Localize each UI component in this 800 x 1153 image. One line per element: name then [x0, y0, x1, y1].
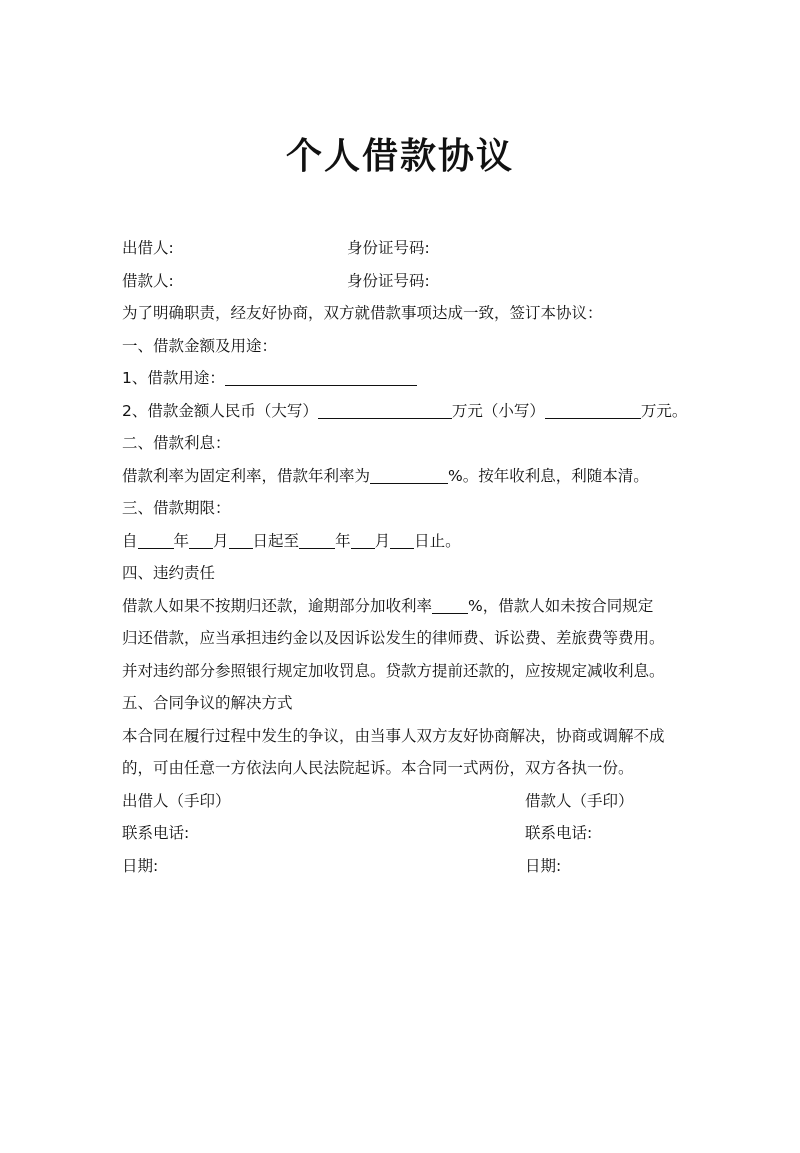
- penalty-rate-blank[interactable]: [432, 593, 468, 614]
- rate-prefix: 借款利率为固定利率，借款年利率为: [122, 466, 371, 485]
- annual-rate-blank[interactable]: [370, 463, 448, 484]
- borrower-label: 借款人:: [122, 271, 174, 290]
- breach-line-1: [122, 590, 692, 623]
- loan-purpose-row: [122, 362, 692, 395]
- amount-digits-blank[interactable]: [545, 398, 641, 419]
- dispute-line-2: 的，可由任意一方依法向人民法院起诉。本合同一式两份，双方各执一份。: [122, 759, 634, 777]
- section4-heading: 四、违约责任: [122, 564, 216, 582]
- lender-row: [122, 232, 692, 265]
- phone-row: [122, 817, 692, 850]
- borrower-date: 日期:: [525, 856, 562, 875]
- breach-line-2: 归还借款，应当承担违约金以及因诉讼发生的律师费、诉讼费、差旅费等费用。: [122, 629, 665, 647]
- section5-heading: 五、合同争议的解决方式: [122, 694, 293, 712]
- end-day-blank[interactable]: [390, 528, 414, 549]
- start-day-blank[interactable]: [229, 528, 253, 549]
- amount-mid: 万元（小写）: [451, 401, 545, 420]
- date-row: [122, 850, 692, 883]
- section2-heading: 二、借款利息：: [122, 434, 231, 452]
- breach-suffix: %，借款人如未按合同规定: [468, 596, 654, 615]
- term-year-1: 年: [173, 531, 190, 550]
- term-from: 自: [122, 531, 138, 550]
- loan-amount-row: [122, 395, 692, 428]
- end-month-blank[interactable]: [351, 528, 375, 549]
- term-year-2: 年: [335, 531, 351, 550]
- amount-words-blank[interactable]: [318, 398, 452, 419]
- term-month-2: 月: [374, 531, 391, 550]
- document-body: [122, 232, 692, 882]
- term-day-from: 日起至: [252, 531, 300, 550]
- start-month-blank[interactable]: [189, 528, 213, 549]
- lender-signature: 出借人（手印）: [122, 791, 231, 810]
- section3-heading: 三、借款期限：: [122, 499, 231, 517]
- interest-rate-row: [122, 460, 692, 493]
- amount-prefix: 2、借款金额人民币（大写）: [122, 401, 318, 420]
- borrower-id-label: 身份证号码:: [347, 271, 430, 290]
- lender-id-label: 身份证号码:: [347, 239, 430, 257]
- breach-prefix: 借款人如果不按期归还款，逾期部分加收利率: [122, 596, 433, 615]
- term-month-1: 月: [213, 531, 229, 550]
- dispute-line-1: 本合同在履行过程中发生的争议，由当事人双方友好协商解决，协商或调解不成: [122, 726, 665, 745]
- borrower-row: [122, 265, 692, 298]
- signature-row: [122, 785, 692, 818]
- breach-line-3: 并对违约部分参照银行规定加收罚息。贷款方提前还款的，应按规定减收利息。: [122, 661, 665, 680]
- amount-suffix: 万元。: [640, 401, 688, 420]
- lender-phone: 联系电话:: [122, 824, 190, 842]
- document-title: 个人借款协议: [285, 136, 514, 177]
- start-year-blank[interactable]: [138, 528, 174, 549]
- loan-term-row: [122, 525, 692, 558]
- end-year-blank[interactable]: [299, 528, 335, 549]
- borrower-signature: 借款人（手印）: [525, 791, 634, 810]
- borrower-phone: 联系电话:: [525, 824, 593, 842]
- loan-purpose-blank[interactable]: [225, 365, 417, 386]
- lender-label: 出借人:: [122, 239, 174, 257]
- lender-date: 日期:: [122, 856, 159, 875]
- rate-suffix: %。按年收利息，利随本清。: [448, 466, 649, 485]
- intro-text: 为了明确职责，经友好协商，双方就借款事项达成一致，签订本协议：: [122, 304, 603, 322]
- term-day-to: 日止。: [414, 531, 461, 550]
- loan-purpose-label: 1、借款用途：: [122, 369, 225, 387]
- section1-heading: 一、借款金额及用途：: [122, 336, 278, 355]
